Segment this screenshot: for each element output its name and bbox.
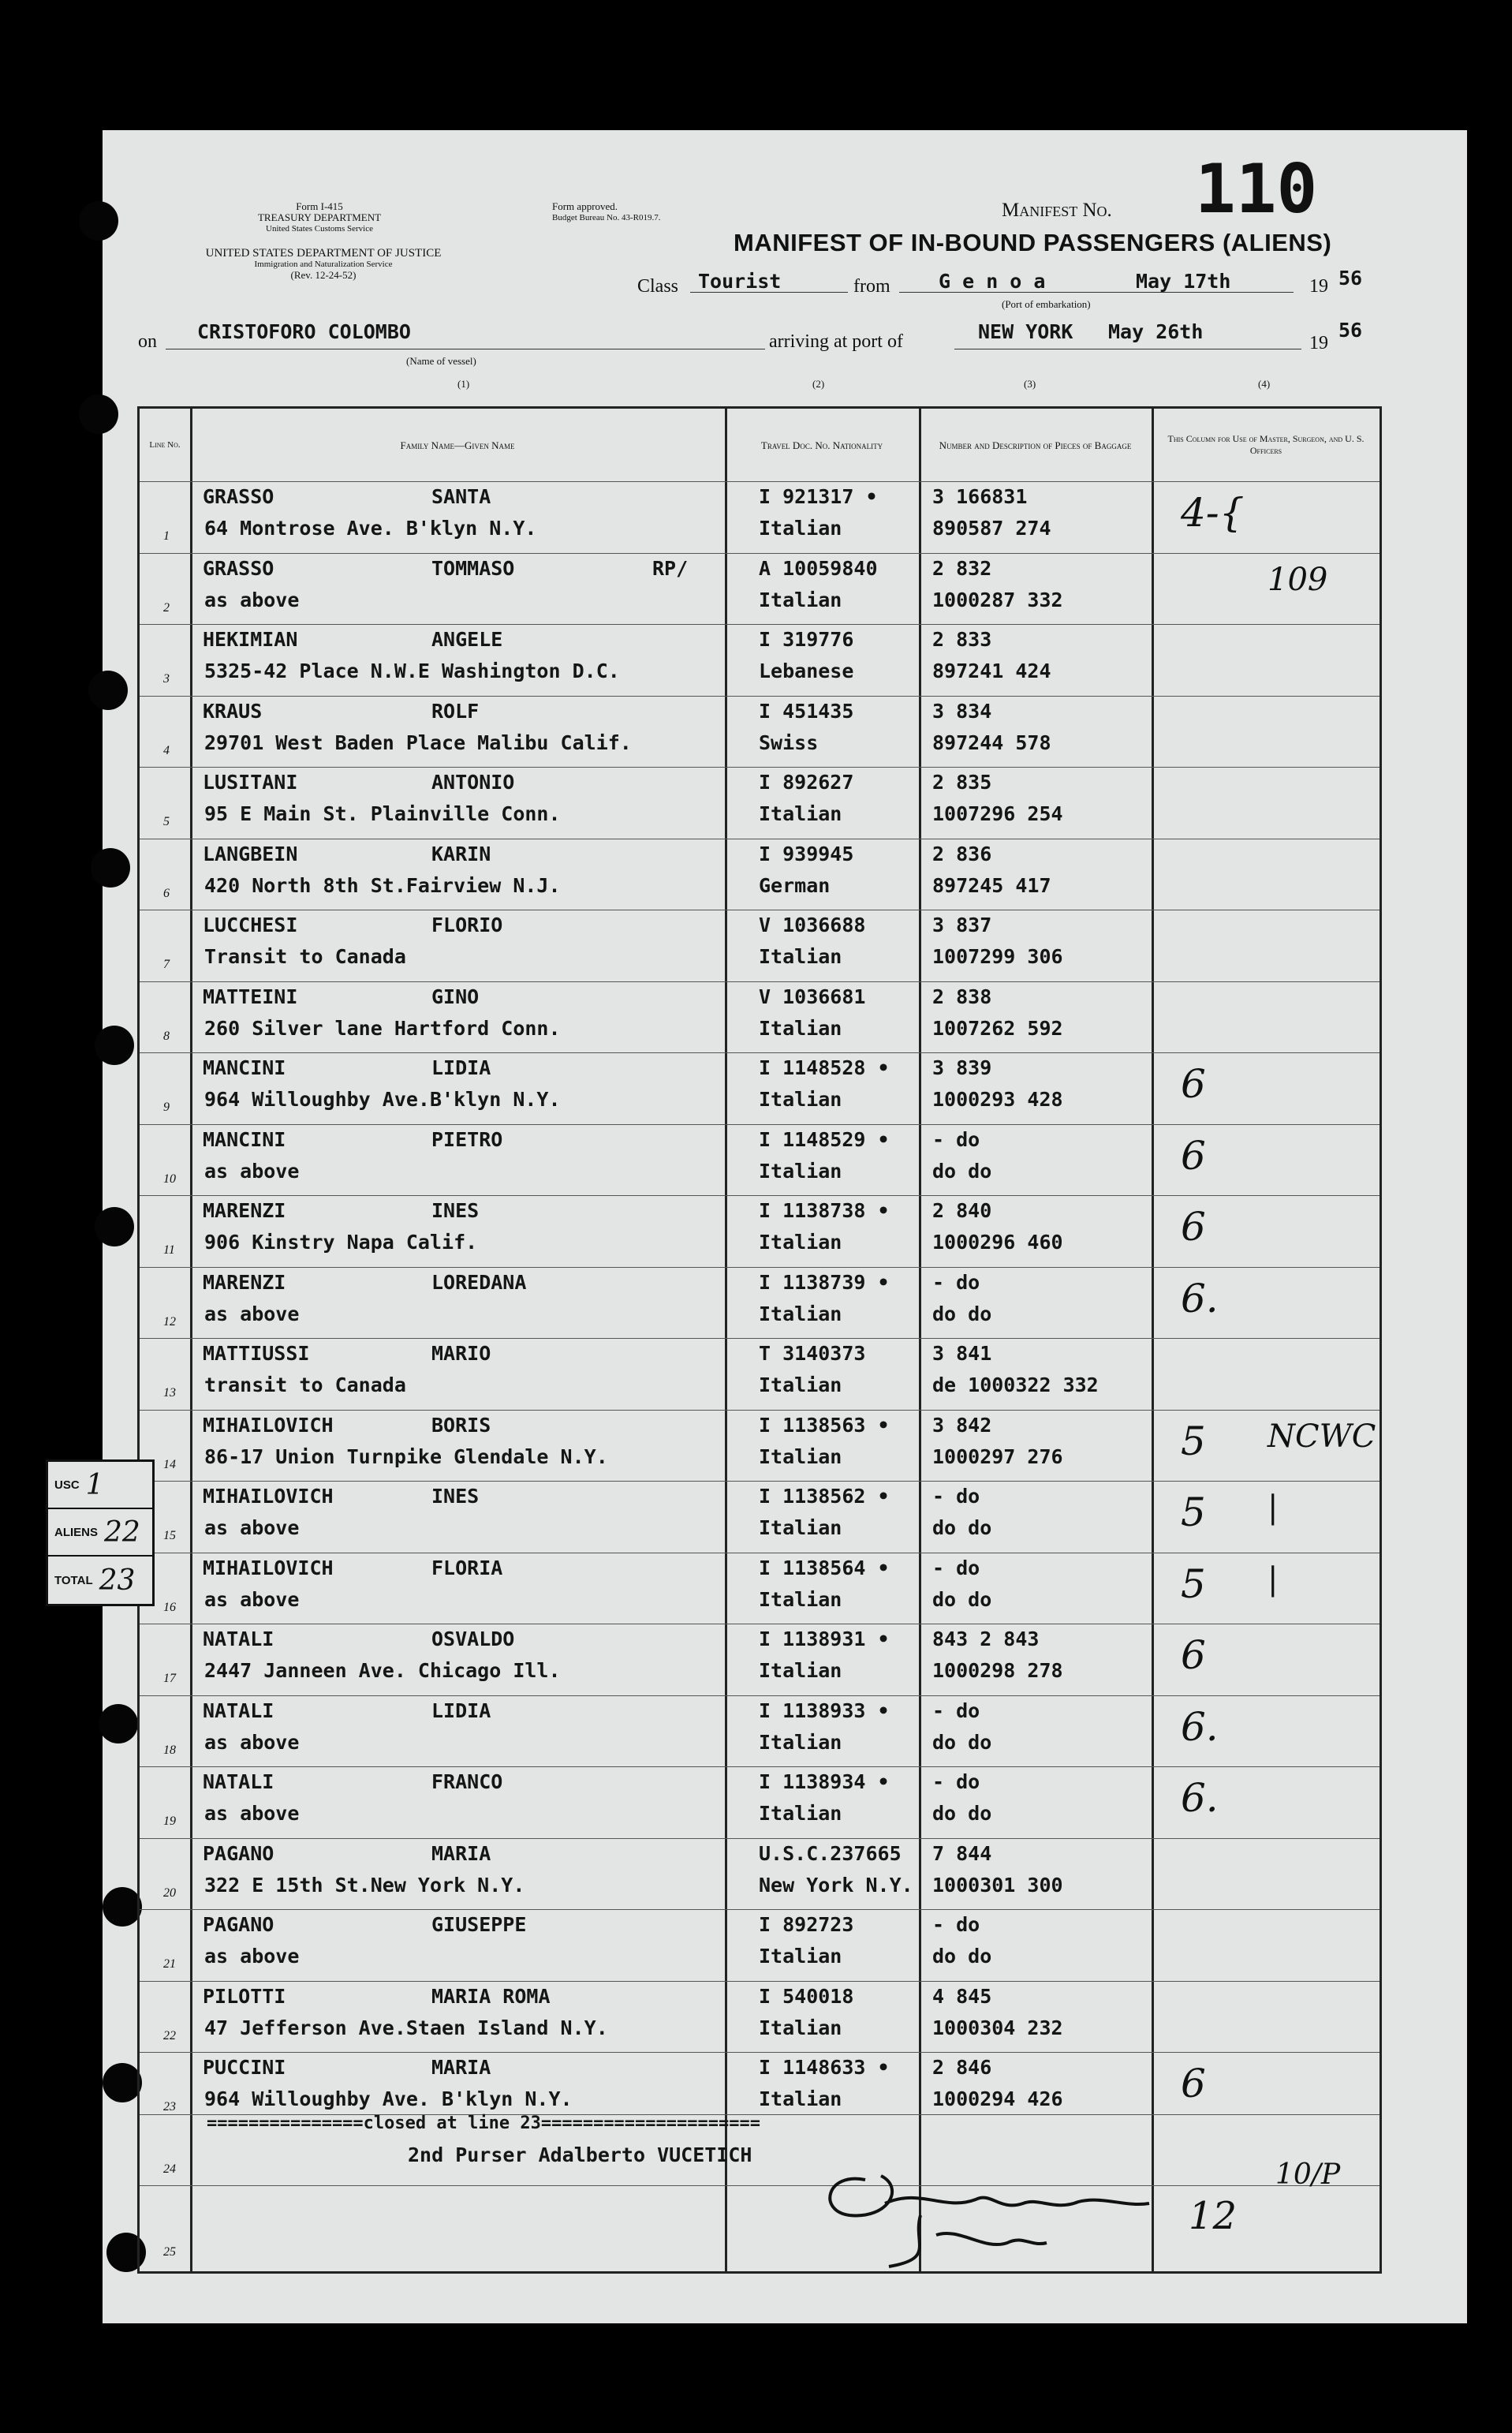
travel-doc-no: I 451435 xyxy=(759,699,854,723)
family-name: MARENZI xyxy=(203,1199,286,1222)
travel-doc-no: I 319776 xyxy=(759,628,854,651)
baggage-tag: 1007296 254 xyxy=(932,802,1063,825)
address: Transit to Canada xyxy=(204,945,406,968)
given-name: FLORIO xyxy=(431,914,503,936)
table-row xyxy=(140,481,1379,552)
baggage-count: 843 2 843 xyxy=(932,1628,1040,1650)
tally-fraction: 10/P xyxy=(1275,2158,1341,2191)
table-row xyxy=(140,1410,1379,1481)
row-line-number: 1 xyxy=(163,529,170,543)
column-number-1: (1) xyxy=(457,378,470,390)
on-label: on xyxy=(138,331,157,352)
given-name: ANTONIO xyxy=(431,771,515,794)
baggage-count: 2 838 xyxy=(932,985,992,1008)
row-line-number: 12 xyxy=(163,1314,176,1329)
form-id-block xyxy=(197,201,442,234)
row-line-number: 25 xyxy=(163,2245,176,2259)
family-name: MATTIUSSI xyxy=(203,1342,310,1365)
family-name: MIHAILOVICH xyxy=(203,1556,334,1579)
baggage-tag: 1007299 306 xyxy=(932,945,1063,968)
given-name: ANGELE xyxy=(431,628,503,651)
ins-service: Immigration and Naturalization Service xyxy=(254,260,393,269)
family-name: MANCINI xyxy=(203,1127,286,1151)
punch-hole xyxy=(99,1704,138,1743)
tally-count: 12 xyxy=(1189,2194,1238,2238)
given-name: FLORIA xyxy=(431,1556,503,1579)
address: as above xyxy=(204,1730,300,1754)
purser-name: 2nd Purser Adalberto VUCETICH xyxy=(408,2143,752,2166)
nationality: Lebanese xyxy=(759,660,854,682)
address: 260 Silver lane Hartford Conn. xyxy=(204,1016,561,1040)
embark-caption: (Port of embarkation) xyxy=(1002,298,1091,310)
table-row xyxy=(140,624,1379,695)
baggage-count: - do xyxy=(932,1270,980,1294)
baggage-tag: 1007262 592 xyxy=(932,1016,1063,1040)
baggage-tag: 1000297 276 xyxy=(932,1444,1063,1468)
punch-hole xyxy=(79,201,118,241)
baggage-count: 2 846 xyxy=(932,2056,992,2079)
baggage-tag: 1000301 300 xyxy=(932,1873,1063,1897)
baggage-count: 3 834 xyxy=(932,699,992,723)
address: as above xyxy=(204,588,300,611)
baggage-count: 3 166831 xyxy=(932,485,1028,508)
given-name: INES xyxy=(431,1485,480,1508)
baggage-tag: do do xyxy=(932,1302,992,1325)
baggage-count: 7 844 xyxy=(932,1841,992,1865)
baggage-count: - do xyxy=(932,1770,980,1793)
baggage-tag: 1000294 426 xyxy=(932,2087,1063,2110)
nationality: Italian xyxy=(759,1802,842,1825)
baggage-count: 2 833 xyxy=(932,628,992,651)
class-value: Tourist xyxy=(698,270,782,293)
nationality: New York N.Y. xyxy=(759,1873,913,1897)
baggage-count: 2 832 xyxy=(932,556,992,580)
nationality: Italian xyxy=(759,1945,842,1968)
header-officer-use: This Column for Use of Master, Surgeon, and U. S. Officers xyxy=(1167,433,1365,456)
baggage-tag: de 1000322 332 xyxy=(932,1373,1099,1396)
given-name: GIUSEPPE xyxy=(431,1913,527,1936)
travel-doc-no: I 1148528 • xyxy=(759,1056,890,1079)
nationality: Italian xyxy=(759,517,842,540)
travel-doc-no: I 1138564 • xyxy=(759,1556,890,1579)
table-row xyxy=(140,1195,1379,1266)
embark-port: G e n o a xyxy=(939,270,1046,293)
officer-note: 6. xyxy=(1181,1703,1219,1750)
address: as above xyxy=(204,1587,300,1611)
punch-hole xyxy=(103,2063,142,2102)
table-row xyxy=(140,981,1379,1052)
column-number-4: (4) xyxy=(1258,378,1271,390)
arrival-year: 56 xyxy=(1338,319,1363,342)
aliens-count xyxy=(48,1509,152,1557)
justice-dept: UNITED STATES DEPARTMENT OF JUSTICE xyxy=(205,247,442,260)
travel-doc-no: I 1138931 • xyxy=(759,1628,890,1650)
given-name: SANTA xyxy=(431,485,491,508)
punch-hole xyxy=(103,1887,142,1927)
table-row xyxy=(140,553,1379,624)
row-line-number: 9 xyxy=(163,1101,170,1114)
given-name: LOREDANA xyxy=(431,1270,527,1294)
baggage-tag: 1000296 460 xyxy=(932,1231,1063,1254)
baggage-count: 2 835 xyxy=(932,771,992,794)
address: 95 E Main St. Plainville Conn. xyxy=(204,802,561,825)
row-line-number: 15 xyxy=(163,1529,176,1542)
officer-note: 6 xyxy=(1181,1061,1206,1107)
nationality: Italian xyxy=(759,1516,842,1539)
row-line-number: 6 xyxy=(163,886,170,900)
row-line-number: 19 xyxy=(163,1814,176,1828)
table-row xyxy=(140,1124,1379,1195)
nationality: Italian xyxy=(759,588,842,611)
given-name: MARIA ROMA xyxy=(431,1984,551,2008)
address: as above xyxy=(204,1516,300,1539)
row-line-number: 3 xyxy=(163,672,170,686)
nationality: German xyxy=(759,873,831,897)
row-line-number: 21 xyxy=(163,1957,176,1971)
officer-note: 5 xyxy=(1181,1418,1206,1464)
from-rule xyxy=(899,292,1294,293)
nationality: Italian xyxy=(759,1159,842,1183)
baggage-count: - do xyxy=(932,1556,980,1579)
nationality: Italian xyxy=(759,1659,842,1682)
address: as above xyxy=(204,1302,300,1325)
given-name: LIDIA xyxy=(431,1056,491,1079)
row-line-number: 17 xyxy=(163,1672,176,1685)
travel-doc-no: I 1138739 • xyxy=(759,1270,890,1294)
usc-label: USC xyxy=(54,1478,80,1492)
nationality: Italian xyxy=(759,2087,842,2110)
address: 964 Willoughby Ave. B'klyn N.Y. xyxy=(204,2087,573,2110)
baggage-count: - do xyxy=(932,1913,980,1936)
baggage-tag: do do xyxy=(932,1159,992,1183)
row-line-number: 22 xyxy=(163,2028,176,2042)
table-row xyxy=(140,767,1379,838)
manifest-no-label: Manifest No. xyxy=(1002,200,1112,221)
usc-count xyxy=(48,1462,152,1509)
travel-doc-no: I 892627 xyxy=(759,771,854,794)
baggage-tag: 1000298 278 xyxy=(932,1659,1063,1682)
baggage-tag: do do xyxy=(932,1730,992,1754)
given-name: MARIA xyxy=(431,1841,491,1865)
table-row xyxy=(140,1338,1379,1409)
justice-block xyxy=(134,248,513,281)
table-row xyxy=(140,1052,1379,1123)
column-number-2: (2) xyxy=(812,378,825,390)
travel-doc-no: I 540018 xyxy=(759,1984,854,2008)
officer-note: 6 xyxy=(1181,1132,1206,1179)
travel-doc-no: I 1138738 • xyxy=(759,1199,890,1222)
row-line-number: 18 xyxy=(163,1743,176,1757)
address: 47 Jefferson Ave.Staen Island N.Y. xyxy=(204,2016,608,2039)
travel-doc-no: V 1036681 xyxy=(759,985,866,1008)
row-line-number: 11 xyxy=(163,1243,175,1257)
travel-doc-no: I 1138933 • xyxy=(759,1699,890,1722)
officer-note: 6 xyxy=(1181,1204,1206,1250)
table-row xyxy=(140,839,1379,910)
baggage-tag: 1000293 428 xyxy=(932,1088,1063,1111)
header-name: Family Name—Given Name xyxy=(400,439,515,451)
nationality: Italian xyxy=(759,802,842,825)
travel-doc-no: I 1138934 • xyxy=(759,1770,890,1793)
nationality: Italian xyxy=(759,1088,842,1111)
punch-hole xyxy=(95,1207,134,1246)
customs-service: United States Customs Service xyxy=(266,224,373,234)
address: transit to Canada xyxy=(204,1373,406,1396)
family-name: MIHAILOVICH xyxy=(203,1413,334,1437)
row-line-number: 2 xyxy=(163,600,170,615)
address: as above xyxy=(204,1159,300,1183)
vessel-name: CRISTOFORO COLOMBO xyxy=(197,320,411,343)
punch-hole xyxy=(79,394,118,434)
given-name: GINO xyxy=(431,985,480,1008)
class-rule xyxy=(690,292,848,293)
passenger-count-box xyxy=(46,1459,155,1606)
punch-hole xyxy=(95,1026,134,1065)
treasury-dept: TREASURY DEPARTMENT xyxy=(257,211,382,223)
family-name: LUCCHESI xyxy=(203,914,298,936)
closed-at-line: ===============closed at line 23===================== xyxy=(207,2113,760,2133)
from-year: 56 xyxy=(1338,267,1363,290)
usc-value: 1 xyxy=(85,1468,104,1501)
row-line-number: 4 xyxy=(163,743,170,757)
total-value: 23 xyxy=(99,1564,136,1597)
nationality: Italian xyxy=(759,1444,842,1468)
family-name: LUSITANI xyxy=(203,771,298,794)
address: 5325-42 Place N.W.E Washington D.C. xyxy=(204,660,620,682)
given-name: OSVALDO xyxy=(431,1628,515,1650)
given-name: PIETRO xyxy=(431,1127,503,1151)
manifest-title: MANIFEST OF IN-BOUND PASSENGERS (ALIENS) xyxy=(734,229,1332,256)
row-line-number: 24 xyxy=(163,2162,176,2176)
row-line-number: 14 xyxy=(163,1457,176,1471)
column-number-3: (3) xyxy=(1024,378,1036,390)
row-line-number: 10 xyxy=(163,1172,176,1186)
nationality: Italian xyxy=(759,1231,842,1254)
travel-doc-no: I 1148529 • xyxy=(759,1127,890,1151)
family-name: MATTEINI xyxy=(203,985,298,1008)
arrival-date: May 26th xyxy=(1108,320,1204,343)
address: 2447 Janneen Ave. Chicago Ill. xyxy=(204,1659,561,1682)
family-name: MANCINI xyxy=(203,1056,286,1079)
officer-note: 6 xyxy=(1181,1632,1206,1678)
class-label: Class xyxy=(637,276,679,297)
baggage-count: 3 837 xyxy=(932,914,992,936)
table-row xyxy=(140,696,1379,767)
family-name: GRASSO xyxy=(203,485,274,508)
baggage-count: 2 840 xyxy=(932,1199,992,1222)
row-line-number: 7 xyxy=(163,958,170,971)
baggage-tag: 1000304 232 xyxy=(932,2016,1063,2039)
row-line-number: 16 xyxy=(163,1600,176,1614)
passenger-table xyxy=(137,406,1382,2274)
header-travel-doc: Travel Doc. No. Nationality xyxy=(760,439,883,451)
table-row xyxy=(140,1481,1379,1552)
baggage-tag: do do xyxy=(932,1516,992,1539)
aliens-label: ALIENS xyxy=(54,1525,99,1539)
row-line-number: 20 xyxy=(163,1885,176,1900)
travel-doc-no: I 1138562 • xyxy=(759,1485,890,1508)
table-row xyxy=(140,1695,1379,1766)
family-name: PAGANO xyxy=(203,1841,274,1865)
given-name: ROLF xyxy=(431,699,480,723)
baggage-tag: 897244 578 xyxy=(932,731,1051,754)
baggage-count: 2 836 xyxy=(932,842,992,865)
travel-doc-no: I 921317 • xyxy=(759,485,878,508)
punch-hole xyxy=(88,671,128,710)
family-name: KRAUS xyxy=(203,699,263,723)
approval-block xyxy=(552,201,660,223)
baggage-count: - do xyxy=(932,1699,980,1722)
row-line-number: 13 xyxy=(163,1386,176,1400)
officer-note-2: 109 xyxy=(1267,561,1328,598)
address: 906 Kinstry Napa Calif. xyxy=(204,1231,478,1254)
address: 29701 West Baden Place Malibu Calif. xyxy=(204,731,632,754)
row-line-number: 23 xyxy=(163,2100,176,2113)
form-number: Form I-415 xyxy=(296,200,343,212)
officer-note: 6. xyxy=(1181,1275,1219,1321)
officer-note: 5 xyxy=(1181,1489,1206,1535)
family-name: MARENZI xyxy=(203,1270,286,1294)
baggage-count: - do xyxy=(932,1485,980,1508)
travel-doc-no: I 892723 xyxy=(759,1913,854,1936)
table-row xyxy=(140,1838,1379,1909)
given-name: MARIA xyxy=(431,2056,491,2079)
nationality: Italian xyxy=(759,1373,842,1396)
aliens-value: 22 xyxy=(104,1515,140,1549)
baggage-tag: do do xyxy=(932,1587,992,1611)
family-name: GRASSO xyxy=(203,556,274,580)
officer-note-2: | xyxy=(1267,1560,1279,1598)
arrival-year-prefix: 19 xyxy=(1309,333,1328,353)
baggage-tag: do do xyxy=(932,1802,992,1825)
baggage-tag: 897241 424 xyxy=(932,660,1051,682)
nationality: Italian xyxy=(759,1016,842,1040)
nationality: Italian xyxy=(759,945,842,968)
revision-date: (Rev. 12-24-52) xyxy=(290,269,357,281)
officer-note-2: NCWC xyxy=(1267,1418,1376,1455)
header-baggage: Number and Description of Pieces of Baggage xyxy=(939,439,1132,451)
budget-bureau: Budget Bureau No. 43-R019.7. xyxy=(552,213,661,222)
row-line-number: 8 xyxy=(163,1029,170,1043)
row-line-number: 5 xyxy=(163,815,170,828)
address: 420 North 8th St.Fairview N.J. xyxy=(204,873,561,897)
manifest-number: 110 xyxy=(1195,150,1318,229)
baggage-tag: 1000287 332 xyxy=(932,588,1063,611)
family-name: PILOTTI xyxy=(203,1984,286,2008)
nationality: Italian xyxy=(759,2016,842,2039)
nationality: Italian xyxy=(759,1587,842,1611)
family-name: NATALI xyxy=(203,1628,274,1650)
officer-note: 5 xyxy=(1181,1560,1206,1607)
travel-doc-no: I 1138563 • xyxy=(759,1413,890,1437)
address: 64 Montrose Ave. B'klyn N.Y. xyxy=(204,517,537,540)
table-row xyxy=(140,1267,1379,1338)
signature-image xyxy=(818,2156,1197,2274)
baggage-count: 3 839 xyxy=(932,1056,992,1079)
status-mark: RP/ xyxy=(652,556,689,580)
table-row xyxy=(140,1766,1379,1837)
address: 322 E 15th St.New York N.Y. xyxy=(204,1873,525,1897)
baggage-count: 3 842 xyxy=(932,1413,992,1437)
officer-note: 6 xyxy=(1181,2061,1206,2106)
baggage-count: - do xyxy=(932,1127,980,1151)
officer-note: 4-{ xyxy=(1181,490,1245,536)
given-name: BORIS xyxy=(431,1413,491,1437)
from-year-prefix: 19 xyxy=(1309,276,1328,297)
total-label: TOTAL xyxy=(54,1573,93,1587)
given-name: KARIN xyxy=(431,842,491,865)
table-row xyxy=(140,2052,1379,2123)
from-label: from xyxy=(853,276,890,297)
baggage-tag: 897245 417 xyxy=(932,873,1051,897)
arriving-label: arriving at port of xyxy=(769,331,903,352)
travel-doc-no: V 1036688 xyxy=(759,914,866,936)
family-name: MIHAILOVICH xyxy=(203,1485,334,1508)
family-name: NATALI xyxy=(203,1770,274,1793)
nationality: Italian xyxy=(759,1730,842,1754)
officer-note-2: | xyxy=(1267,1489,1279,1526)
baggage-count: 3 841 xyxy=(932,1342,992,1365)
address: as above xyxy=(204,1945,300,1968)
given-name: LIDIA xyxy=(431,1699,491,1722)
travel-doc-no: A 10059840 xyxy=(759,556,878,580)
travel-doc-no: I 1148633 • xyxy=(759,2056,890,2079)
table-row xyxy=(140,1553,1379,1624)
nationality: Swiss xyxy=(759,731,819,754)
header-line-no: Line No. xyxy=(149,439,181,450)
travel-doc-no: I 939945 xyxy=(759,842,854,865)
embark-date: May 17th xyxy=(1136,270,1231,293)
table-row xyxy=(140,1624,1379,1695)
family-name: PUCCINI xyxy=(203,2056,286,2079)
officer-note: 6. xyxy=(1181,1775,1219,1821)
family-name: LANGBEIN xyxy=(203,842,298,865)
given-name: INES xyxy=(431,1199,480,1222)
table-row xyxy=(140,1909,1379,1980)
travel-doc-no: T 3140373 xyxy=(759,1342,866,1365)
form-approved: Form approved. xyxy=(552,200,618,212)
given-name: FRANCO xyxy=(431,1770,503,1793)
given-name: MARIO xyxy=(431,1342,491,1365)
table-row xyxy=(140,910,1379,981)
vessel-caption: (Name of vessel) xyxy=(406,355,476,367)
baggage-tag: do do xyxy=(932,1945,992,1968)
address: 964 Willoughby Ave.B'klyn N.Y. xyxy=(204,1088,561,1111)
family-name: PAGANO xyxy=(203,1913,274,1936)
family-name: NATALI xyxy=(203,1699,274,1722)
baggage-tag: 890587 274 xyxy=(932,517,1051,540)
given-name: TOMMASO xyxy=(431,556,515,580)
travel-doc-no: U.S.C.237665 xyxy=(759,1841,902,1865)
address: 86-17 Union Turnpike Glendale N.Y. xyxy=(204,1444,608,1468)
punch-hole xyxy=(91,848,130,888)
nationality: Italian xyxy=(759,1302,842,1325)
address: as above xyxy=(204,1802,300,1825)
table-row xyxy=(140,1981,1379,2052)
family-name: HEKIMIAN xyxy=(203,628,298,651)
total-count xyxy=(48,1557,152,1604)
baggage-count: 4 845 xyxy=(932,1984,992,2008)
arrival-port: NEW YORK xyxy=(978,320,1073,343)
